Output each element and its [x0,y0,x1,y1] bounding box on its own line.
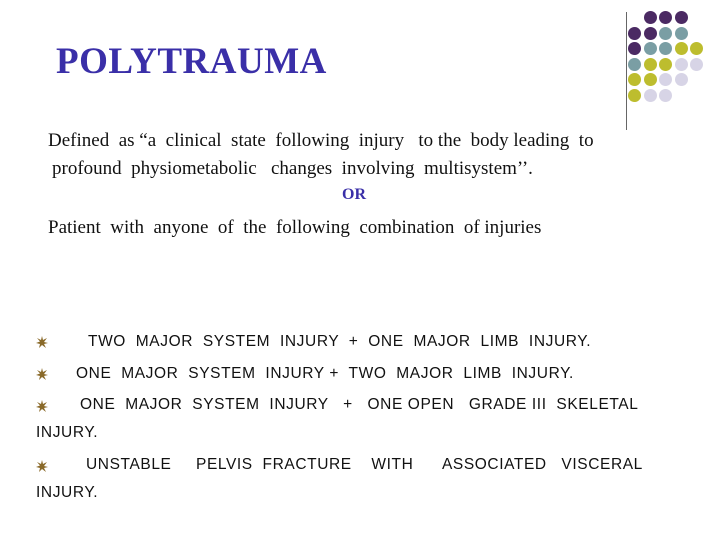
decorative-dot [628,27,641,40]
decorative-dot [675,42,688,55]
or-label: OR [342,186,366,203]
bullet-item-3: ONE MAJOR SYSTEM INJURY + ONE OPEN GRADE III SKELETAL [80,396,639,413]
decorative-dot [690,42,703,55]
decorative-dot [675,58,688,71]
decorative-dot [659,42,672,55]
bullet-item-4-continuation: INJURY. [36,484,99,501]
decorative-dot [628,89,641,102]
decorative-dot [644,89,657,102]
decorative-dot [659,58,672,71]
decorative-dot [644,42,657,55]
decorative-dot [644,73,657,86]
slide-title: POLYTRAUMA [56,41,327,82]
definition-line-1: Defined as “a clinical state following injury to the body leading to [48,130,594,151]
decorative-dot [675,27,688,40]
decorative-dot [628,42,641,55]
decorative-dot [644,11,657,24]
decorative-dot [659,89,672,102]
starburst-bullet-icon [36,368,48,380]
decorative-dot [644,58,657,71]
starburst-bullet-icon [36,400,48,412]
bullet-item-1: TWO MAJOR SYSTEM INJURY + ONE MAJOR LIMB INJURY. [88,333,592,350]
bullet-item-3-continuation: INJURY. [36,424,99,441]
bullet-item-2: ONE MAJOR SYSTEM INJURY + TWO MAJOR LIMB INJURY. [76,365,574,382]
decorative-dot [628,73,641,86]
decorative-dot [628,58,641,71]
decorative-dot [659,73,672,86]
starburst-bullet-icon [36,460,48,472]
vertical-divider [626,12,627,130]
decorative-dot [675,73,688,86]
definition-line-2: profound physiometabolic changes involving multisystem’’. [52,158,533,179]
decorative-dot [659,11,672,24]
bullet-item-4: UNSTABLE PELVIS FRACTURE WITH ASSOCIATED VISCERAL [86,456,643,473]
decorative-dot [675,11,688,24]
decorative-dot [659,27,672,40]
decorative-dot [644,27,657,40]
decorative-dot [690,58,703,71]
starburst-bullet-icon [36,336,48,348]
criteria-intro: Patient with anyone of the following combination of injuries [48,217,542,238]
